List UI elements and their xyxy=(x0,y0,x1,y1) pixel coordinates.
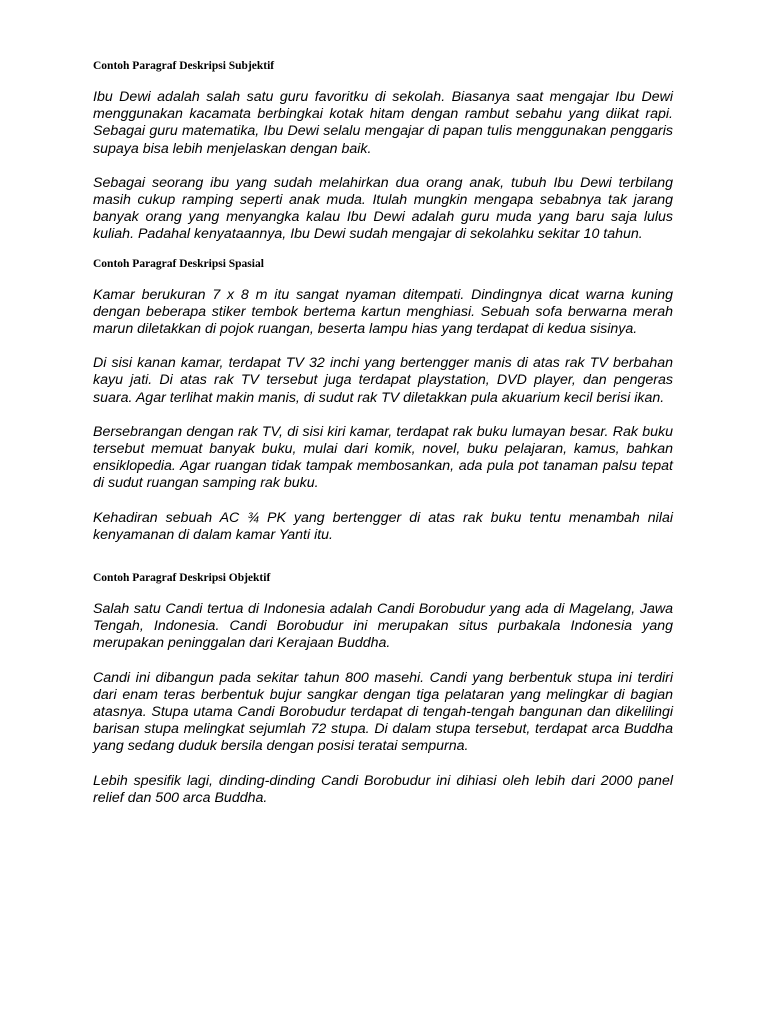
paragraph: Bersebrangan dengan rak TV, di sisi kiri kamar, terdapat rak buku lumayan besar. Rak buku tersebut memuat banyak buku, mulai dari komik, novel, buku pelajaran, kamus, bahkan ensiklopedia. Agar ruangan tidak tampak membosankan, ada pula pot tanaman palsu tepat di sudut ruangan samping rak buku. xyxy=(93,423,673,492)
paragraph: Di sisi kanan kamar, terdapat TV 32 inchi yang bertengger manis di atas rak TV berbahan kayu jati. Di atas rak TV tersebut juga terdapat playstation, DVD player, dan pengeras suara. Agar terlihat makin manis, di sudut rak TV diletakkan pula akuarium kecil berisi ikan. xyxy=(93,355,673,406)
paragraph: Candi ini dibangun pada sekitar tahun 800 masehi. Candi yang berbentuk stupa ini terdiri dari enam teras berbentuk bujur sangkar dengan tiga pelataran yang melingkar di bagian atasnya. Stupa utama Candi Borobudur terdapat di tengah-tengah bangunan dan dikelilingi barisan stupa melingkat sejumlah 72 stupa. Di dalam stupa tersebut, terdapat arca Buddha yang sedang duduk bersila dengan posisi teratai sempurna. xyxy=(93,669,673,755)
section-heading-objektif: Contoh Paragraf Deskripsi Objektif xyxy=(93,572,271,585)
paragraph: Lebih spesifik lagi, dinding-dinding Candi Borobudur ini dihiasi oleh lebih dari 2000 panel relief dan 500 arca Buddha. xyxy=(93,772,673,806)
paragraph: Kehadiran sebuah AC ¾ PK yang bertengger di atas rak buku tentu menambah nilai kenyamanan di dalam kamar Yanti itu. xyxy=(93,509,673,543)
paragraph: Kamar berukuran 7 x 8 m itu sangat nyaman ditempati. Dindingnya dicat warna kuning dengan beberapa stiker tembok bertema kartun menghiasi. Sebuah sofa berwarna merah marun diletakkan di pojok ruangan, beserta lampu hias yang terdapat di kedua sisinya. xyxy=(93,286,673,338)
section-heading-subjektif: Contoh Paragraf Deskripsi Subjektif xyxy=(93,60,275,72)
paragraph: Salah satu Candi tertua di Indonesia adalah Candi Borobudur yang ada di Magelang, Jawa Tengah, Indonesia. Candi Borobudur ini merupakan situs purbakala Indonesia yang merupakan peninggalan dari Kerajaan Buddha. xyxy=(93,601,673,652)
paragraph: Ibu Dewi adalah salah satu guru favoritku di sekolah. Biasanya saat mengajar Ibu Dewi menggunakan kacamata berbingkai kotak hitam dengan rambut sebahu yang diikat rapi. Sebagai guru matematika, Ibu Dewi selalu mengajar di papan tulis menggunakan penggaris supaya bisa lebih menjelaskan dengan baik. xyxy=(93,89,673,157)
paragraph: Sebagai seorang ibu yang sudah melahirkan dua orang anak, tubuh Ibu Dewi terbilang masih cukup ramping seperti anak muda. Itulah mungkin mengapa sebabnya tak jarang banyak orang yang menyangka kalau Ibu Dewi adalah guru muda yang baru saja lulus kuliah. Padahal kenyataannya, Ibu Dewi sudah mengajar di sekolahku sekitar 10 tahun. xyxy=(93,174,673,243)
document-page xyxy=(93,58,673,807)
section-heading-spasial: Contoh Paragraf Deskripsi Spasial xyxy=(93,257,264,270)
